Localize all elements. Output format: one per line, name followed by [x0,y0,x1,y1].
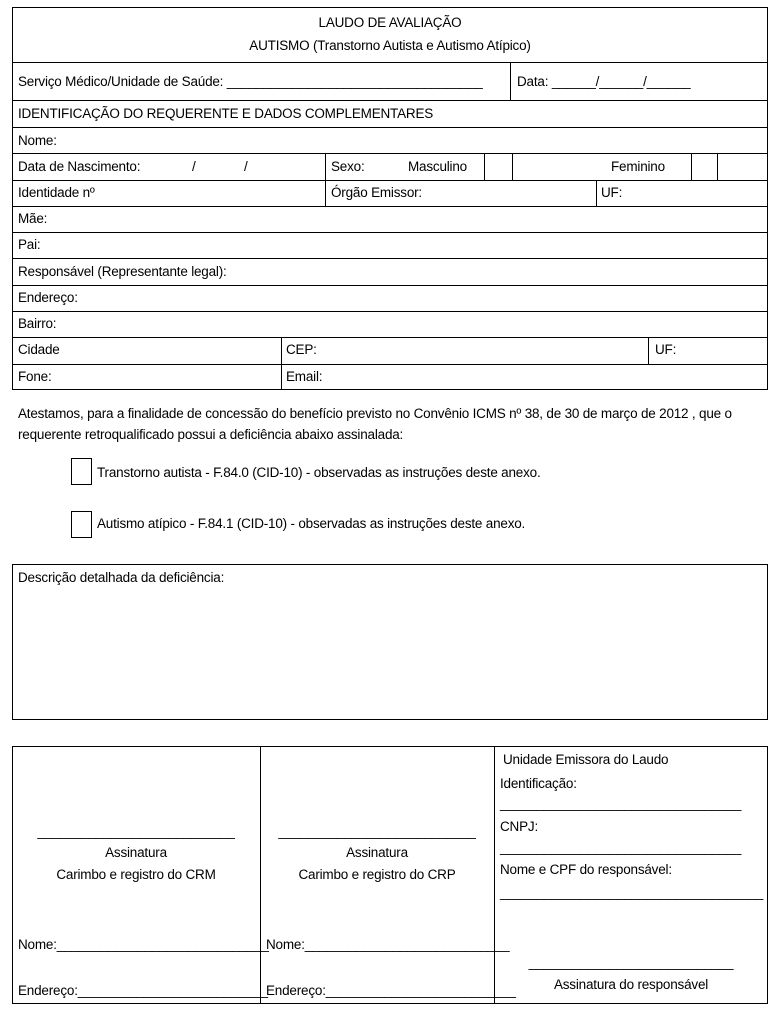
name-field[interactable]: Nome: [18,133,57,148]
row-divider [12,285,768,286]
row-divider [12,364,768,365]
col-divider [717,153,718,180]
section-title: IDENTIFICAÇÃO DO REQUERENTE E DADOS COMPLEMENTARES [18,106,434,121]
row-divider [12,232,768,233]
crm-address-field[interactable]: Endereço:__________________________ [18,983,268,998]
address-field[interactable]: Endereço: [18,290,78,305]
col-divider [510,62,511,100]
row-divider [12,337,768,338]
unit-cnpj-line[interactable]: _________________________________ [500,840,742,855]
identity-field[interactable]: Identidade nº [18,185,95,200]
unit-responsible-line[interactable]: ____________________________________ [500,885,764,900]
attestation-text-line2: requerente retroqualificado possui a deficiência abaixo assinalada: [18,427,404,442]
mother-field[interactable]: Mãe: [18,211,48,226]
city-field[interactable]: Cidade [18,342,60,357]
birth-date-slash: / [192,159,196,174]
sex-label: Sexo: [331,159,365,174]
unit-cnpj-label: CNPJ: [500,819,539,834]
description-box[interactable] [12,564,768,720]
col-divider [648,337,649,364]
sex-male-option[interactable]: Masculino [408,159,467,174]
unit-identification-label: Identificação: [500,776,577,791]
col-divider [596,180,597,206]
unit-signature-caption: Assinatura do responsável [553,977,709,992]
unit-responsible-label: Nome e CPF do responsável: [500,862,672,877]
crm-signature-line[interactable]: ___________________________ [37,824,235,839]
row-divider [12,100,768,101]
district-field[interactable]: Bairro: [18,316,57,331]
crp-address-field[interactable]: Endereço:__________________________ [266,983,516,998]
phone-field[interactable]: Fone: [18,369,52,384]
description-label: Descrição detalhada da deficiência: [18,570,225,585]
sex-female-option[interactable]: Feminino [611,159,665,174]
col-divider [512,153,513,180]
uf-city-field[interactable]: UF: [655,342,677,357]
crm-signature-caption: Assinatura [105,845,167,860]
row-divider [12,258,768,259]
crp-stamp-caption: Carimbo e registro do CRP [298,867,456,882]
row-divider [12,153,768,154]
unit-identification-line[interactable]: _________________________________ [500,796,742,811]
option-autistic-disorder: Transtorno autista - F.84.0 (CID-10) - observadas as instruções deste anexo. [97,465,541,480]
row-divider [12,62,768,63]
crp-signature-line[interactable]: ___________________________ [278,824,476,839]
crm-stamp-caption: Carimbo e registro do CRM [56,867,216,882]
row-divider [12,206,768,207]
unit-signature-line[interactable]: ____________________________ [528,955,734,970]
birth-date-slash: / [244,159,248,174]
cep-field[interactable]: CEP: [286,342,317,357]
service-label[interactable]: Serviço Médico/Unidade de Saúde: ___________________________________ [18,74,483,89]
guardian-field[interactable]: Responsável (Representante legal): [18,264,227,279]
crp-name-field[interactable]: Nome:____________________________ [266,937,510,952]
crm-name-field[interactable]: Nome:_____________________________ [18,937,269,952]
option-atypical-autism: Autismo atípico - F.84.1 (CID-10) - observadas as instruções deste anexo. [97,516,526,531]
father-field[interactable]: Pai: [18,237,41,252]
crp-signature-caption: Assinatura [346,845,408,860]
issuer-field[interactable]: Órgão Emissor: [331,185,422,200]
date-label[interactable]: Data: ______/______/______ [517,74,691,89]
email-field[interactable]: Email: [286,369,323,384]
col-divider [281,337,282,390]
row-divider [12,127,768,128]
checkbox-atypical-autism[interactable] [71,511,92,538]
unit-title: Unidade Emissora do Laudo [503,752,669,767]
form-subtitle: AUTISMO (Transtorno Autista e Autismo Atípico) [249,38,531,53]
col-divider [484,153,485,180]
birth-date-field[interactable]: Data de Nascimento: [18,159,141,174]
col-divider [325,153,326,206]
attestation-text-line1: Atestamos, para a finalidade de concessão do benefício previsto no Convênio ICMS nº 38, de 30 de março de 2012 , que o [18,406,732,421]
checkbox-autistic-disorder[interactable] [71,458,92,485]
row-divider [12,180,768,181]
uf-field[interactable]: UF: [601,185,623,200]
row-divider [12,311,768,312]
form-title: LAUDO DE AVALIAÇÃO [318,15,462,30]
col-divider [691,153,692,180]
